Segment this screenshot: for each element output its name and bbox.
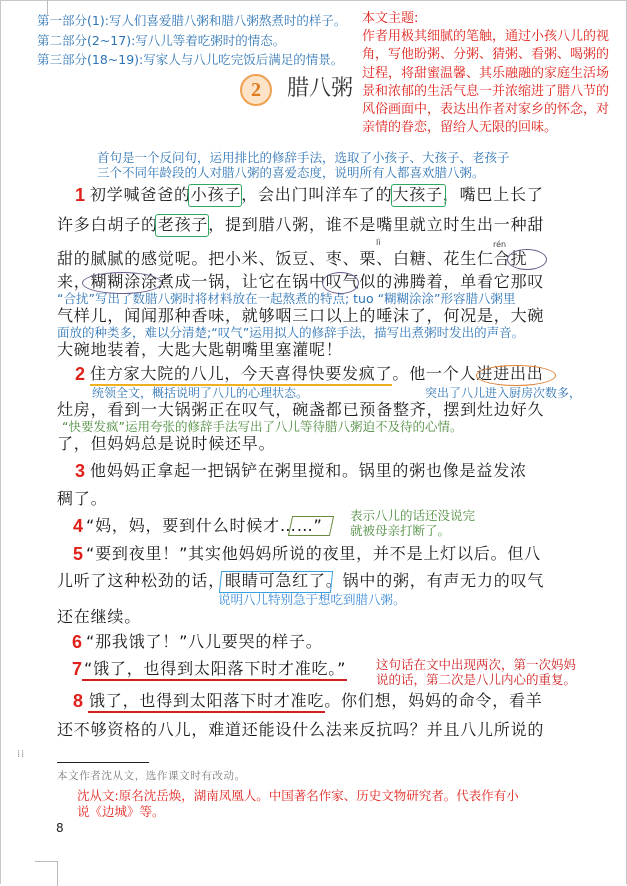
highlight-box-xiaohaizi (188, 184, 242, 207)
text-line: 气样儿，闻闻那种香味，就够咽三口以上的唾沫了，何况是，大碗 (57, 306, 545, 325)
annotation-p7-2: 说的话，第二次是八儿内心的重复。 (376, 672, 577, 687)
drag-handle-icon[interactable]: ⁞⁞ (17, 749, 26, 760)
annotation-p7-1: 这句话在文中出现两次，第一次妈妈 (376, 657, 577, 672)
text-line: 许多白胡子的老孩子，提到腊八粥，谁不是嘴里就立时生出一种甜 (57, 215, 545, 234)
annotation-first-sentence-2: 三个不同年龄段的人对腊八粥的喜爱态度，说明所有人都喜欢腊八粥。 (97, 165, 485, 180)
circle-huhututu (82, 272, 162, 294)
annotation-hebo: “合扰”写出了数腊八粥时将材料放在一起熬煮的特点; tuo “糊糊涂涂”形容腊八粥里 (57, 291, 516, 306)
pinyin-li: lì (376, 238, 381, 247)
text-line: 儿听了这种松劲的话，眼睛可急红了。锅中的粥，有声无力的叹气 (57, 571, 545, 590)
annotation-p2-green: “快要发疯”运用夸张的修辞手法写出了八儿等待腊八粥迫不及待的心情。 (62, 419, 463, 434)
theme-text: 作者用极其细腻的笔触，通过小孩八儿的视角，写他盼粥、分粥、猜粥、看粥、喝粥的过程，将甜蜜温馨、其乐融融的家庭生活场景和浓郁的生活气息一并浓缩进了腊八节的风俗画面中，表达出作者对家乡的怀念，对亲情的眷恋，留给人无限的回味。 (362, 29, 610, 136)
text-line: “要到夜里！”其实他妈妈所说的夜里，并不是上灯以后。但八 (86, 544, 541, 563)
text-line: 还不够资格的八儿，难道还能设什么法来反抗吗？并且八儿所说的 (57, 720, 545, 739)
paragraph-number: 5 (73, 544, 84, 564)
lesson-number-badge: 2 (240, 74, 272, 106)
text-line: 稠了。 (57, 489, 108, 508)
paragraph-number: 2 (75, 364, 86, 384)
annotation-p5: 说明八儿特别急于想吃到腊八粥。 (218, 592, 406, 607)
text-line: 来，糊糊涂涂煮成一锅，让它在锅中叹气似的沸腾着，单看它那叹 (57, 272, 545, 291)
circle-jinjinchuchu (476, 365, 556, 386)
text-line: 初学喊爸爸的小孩子，会出门叫洋车了的大孩子，嘴巴上长了 (90, 185, 544, 204)
text-line: 灶房，看到一大锅粥正在叹气，碗盏都已预备整齐，摆到灶边好久 (57, 400, 545, 419)
text-line: 住方家大院的八儿，今天喜得快要发疯了。他一个人进进出出 (90, 364, 544, 383)
paragraph-number: 7 (72, 659, 83, 679)
highlight-box-yanjing (219, 571, 333, 593)
pinyin-ren: rén (493, 240, 507, 249)
highlight-box-ellipsis (288, 516, 334, 536)
text-line: 还在继续。 (57, 607, 142, 626)
text-line: “饿了，也得到太阳落下时才准吃。” (84, 659, 347, 678)
outline-part-3: 第三部分(18~19):写家人与八儿吃完饭后满足的情景。 (37, 52, 344, 67)
author-note-1: 沈从文:原名沈岳焕，湖南凤凰人。中国著名作家、历史文物研究者。代表作有小 (77, 788, 519, 803)
annotation-p2-right: 突出了八儿进入厨房次数多， (425, 386, 582, 400)
text-line: 大碗地装着，大匙大匙朝嘴里塞灌呢！ (57, 340, 343, 359)
text-line: “那我饿了！”八儿要哭的样子。 (86, 632, 323, 651)
annotation-first-sentence-1: 首句是一个反问句，运用排比的修辞手法，选取了小孩子、大孩子、老孩子 (97, 150, 510, 165)
paragraph-number: 3 (75, 461, 86, 481)
author-note-2: 说《边城》等。 (77, 804, 165, 819)
annotation-tanqi: 面放的种类多，难以分清楚;“叹气”运用拟人的修辞手法，描写出煮粥时发出的声音。 (57, 325, 525, 340)
paragraph-number: 1 (75, 185, 86, 205)
underline-p7 (82, 679, 347, 681)
outline-part-2: 第二部分(2~17):写八儿等着吃粥时的情态。 (37, 33, 286, 48)
circle-tanqi (322, 272, 359, 294)
crop-mark-bottom (35, 861, 58, 886)
page-number: 8 (56, 821, 64, 835)
text-line: 饿了，也得到太阳落下时才准吃。你们想，妈妈的命令，看羊 (89, 691, 543, 710)
text-line: 了，但妈妈总是说时候还早。 (57, 434, 276, 453)
text-line: 他妈妈正拿起一把锅铲在粥里搅和。锅里的粥也像是益发浓 (90, 461, 527, 480)
paragraph-number: 4 (73, 516, 84, 536)
theme-heading: 本文主题: (362, 11, 419, 26)
underline-p8 (88, 711, 325, 713)
theme-note (362, 10, 620, 137)
footnote-source: 本文作者沈从文，选作课文时有改动。 (57, 770, 246, 782)
text-line: 甜的腻腻的感觉呢。把小米、饭豆、枣、栗、白糖、花生仁合扰 (57, 249, 528, 268)
annotation-p2-left: 统领全文，概括说明了八儿的心理状态。 (92, 386, 309, 400)
lesson-title: 腊八粥 (287, 76, 354, 101)
paragraph-number: 8 (73, 691, 84, 711)
text-line: “妈，妈，要到什么时候才……” (86, 516, 323, 535)
highlight-box-laohaizi (155, 214, 209, 237)
paragraph-number: 6 (72, 632, 83, 652)
annotation-p4-1: 表示八儿的话还没说完 (350, 508, 476, 523)
highlight-box-dahaizi (391, 184, 446, 207)
annotation-p4-2: 就被母亲打断了。 (350, 523, 451, 538)
outline-part-1: 第一部分(1):写人们喜爱腊八粥和腊八粥熬煮时的样子。 (37, 13, 347, 28)
footnote-divider (57, 762, 149, 763)
circle-hebo (507, 249, 547, 270)
